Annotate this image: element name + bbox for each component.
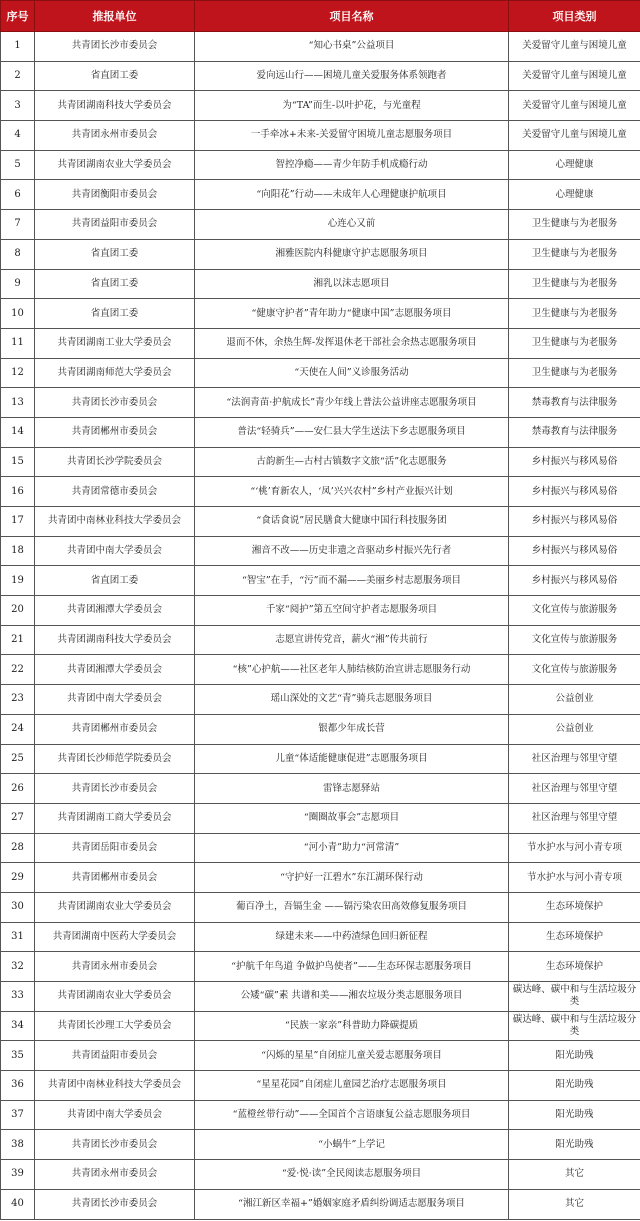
table-row [1, 1160, 640, 1190]
cell-category: 其它 [509, 1160, 640, 1190]
cell-index: 28 [1, 833, 35, 863]
cell-project-name: “知心书桌”公益项目 [195, 32, 509, 62]
cell-project-name: “智宝”在手，“污”而不漏——美丽乡村志愿服务项目 [195, 566, 509, 596]
cell-index: 9 [1, 269, 35, 299]
cell-index: 24 [1, 714, 35, 744]
cell-index: 37 [1, 1100, 35, 1130]
cell-index: 25 [1, 744, 35, 774]
header-unit: 推报单位 [35, 1, 195, 32]
cell-category: 其它 [509, 1189, 640, 1219]
cell-unit: 共青团长沙市委员会 [35, 1189, 195, 1219]
cell-category: 碳达峰、碳中和与生活垃圾分类 [509, 982, 640, 1012]
table-row [1, 625, 640, 655]
cell-category: 心理健康 [509, 150, 640, 180]
cell-unit: 省直团工委 [35, 269, 195, 299]
cell-project-name: 古韵新生—古村古镇数字文旅“活”化志愿服务 [195, 447, 509, 477]
cell-project-name: 湘乳以沫志愿项目 [195, 269, 509, 299]
cell-project-name: “护航千年鸟道 争做护鸟使者”——生态环保志愿服务项目 [195, 952, 509, 982]
cell-index: 38 [1, 1130, 35, 1160]
cell-unit: 共青团中南大学委员会 [35, 536, 195, 566]
cell-category: 禁毒教育与法律服务 [509, 417, 640, 447]
cell-unit: 省直团工委 [35, 299, 195, 329]
table-row [1, 91, 640, 121]
cell-project-name: “闪烁的星星”自闭症儿童关爱志愿服务项目 [195, 1041, 509, 1071]
cell-index: 7 [1, 210, 35, 240]
cell-category: 卫生健康与为老服务 [509, 210, 640, 240]
cell-unit: 共青团郴州市委员会 [35, 417, 195, 447]
cell-project-name: 雷锋志愿驿站 [195, 774, 509, 804]
cell-project-name: “法润青苗·护航成长”青少年线上普法公益讲座志愿服务项目 [195, 388, 509, 418]
cell-project-name: 一手牵冰+未来-关爱留守困境儿童志愿服务项目 [195, 121, 509, 151]
cell-index: 12 [1, 358, 35, 388]
table-row [1, 655, 640, 685]
cell-index: 8 [1, 239, 35, 269]
table-row [1, 922, 640, 952]
cell-category: 生态环境保护 [509, 952, 640, 982]
cell-index: 13 [1, 388, 35, 418]
cell-project-name: “圈圈故事会”志愿项目 [195, 803, 509, 833]
cell-project-name: “星星花园”自闭症儿童园艺治疗志愿服务项目 [195, 1071, 509, 1101]
cell-project-name: 普法“轻骑兵”——安仁县大学生送法下乡志愿服务项目 [195, 417, 509, 447]
table-row [1, 61, 640, 91]
cell-unit: 共青团长沙市委员会 [35, 388, 195, 418]
table-row [1, 744, 640, 774]
cell-category: 生态环境保护 [509, 922, 640, 952]
cell-unit: 共青团长沙师范学院委员会 [35, 744, 195, 774]
cell-index: 40 [1, 1189, 35, 1219]
cell-project-name: “民族一家亲”科普助力降碳提质 [195, 1011, 509, 1041]
cell-category: 节水护水与河小青专项 [509, 833, 640, 863]
cell-project-name: 志愿宣讲传党音，薪火“湘”传共前行 [195, 625, 509, 655]
cell-index: 20 [1, 596, 35, 626]
table-row [1, 299, 640, 329]
cell-project-name: 银都少年成长营 [195, 714, 509, 744]
cell-index: 23 [1, 685, 35, 715]
cell-unit: 共青团郴州市委员会 [35, 863, 195, 893]
cell-project-name: 湘音不改——历史非遗之音驱动乡村振兴先行者 [195, 536, 509, 566]
cell-index: 29 [1, 863, 35, 893]
cell-project-name: 千家“阅护”第五空间守护者志愿服务项目 [195, 596, 509, 626]
cell-unit: 共青团湘潭大学委员会 [35, 655, 195, 685]
table-row [1, 1189, 640, 1219]
cell-index: 32 [1, 952, 35, 982]
cell-category: 阳光助残 [509, 1071, 640, 1101]
cell-project-name: “河小青”助力“河常清” [195, 833, 509, 863]
table-row [1, 358, 640, 388]
cell-index: 27 [1, 803, 35, 833]
cell-category: 社区治理与邻里守望 [509, 744, 640, 774]
table-row [1, 150, 640, 180]
table-row [1, 328, 640, 358]
header-index: 序号 [1, 1, 35, 32]
header-row [1, 1, 640, 32]
cell-project-name: “爱·悦·读”全民阅读志愿服务项目 [195, 1160, 509, 1190]
cell-index: 26 [1, 774, 35, 804]
cell-project-name: “健康守护者”青年助力“健康中国”志愿服务项目 [195, 299, 509, 329]
cell-category: 乡村振兴与移风易俗 [509, 507, 640, 537]
cell-unit: 共青团长沙理工大学委员会 [35, 1011, 195, 1041]
table-row [1, 239, 640, 269]
table-row [1, 447, 640, 477]
cell-unit: 共青团中南林业科技大学委员会 [35, 507, 195, 537]
cell-category: 卫生健康与为老服务 [509, 358, 640, 388]
cell-unit: 共青团永州市委员会 [35, 1160, 195, 1190]
cell-category: 社区治理与邻里守望 [509, 774, 640, 804]
cell-category: 阳光助残 [509, 1100, 640, 1130]
cell-project-name: “向阳花”行动——未成年人心理健康护航项目 [195, 180, 509, 210]
table-row [1, 685, 640, 715]
cell-category: 文化宣传与旅游服务 [509, 655, 640, 685]
cell-category: 乡村振兴与移风易俗 [509, 477, 640, 507]
cell-project-name: “守护好一江碧水”东江湖环保行动 [195, 863, 509, 893]
cell-unit: 共青团湖南工商大学委员会 [35, 803, 195, 833]
cell-project-name: “天使在人间”义诊服务活动 [195, 358, 509, 388]
cell-category: 关爱留守儿童与困境儿童 [509, 91, 640, 121]
cell-index: 33 [1, 982, 35, 1012]
cell-category: 乡村振兴与移风易俗 [509, 536, 640, 566]
cell-index: 21 [1, 625, 35, 655]
cell-index: 4 [1, 121, 35, 151]
cell-index: 10 [1, 299, 35, 329]
table-row [1, 536, 640, 566]
cell-unit: 共青团长沙学院委员会 [35, 447, 195, 477]
cell-index: 14 [1, 417, 35, 447]
table-row [1, 388, 640, 418]
table-row [1, 1011, 640, 1041]
cell-index: 16 [1, 477, 35, 507]
cell-project-name: “蓝橙丝带行动”——全国首个言语康复公益志愿服务项目 [195, 1100, 509, 1130]
cell-project-name: 爱向远山行——困境儿童关爱服务体系领跑者 [195, 61, 509, 91]
cell-project-name: 公矮“碳”素 共谱和美——湘农垃圾分类志愿服务项目 [195, 982, 509, 1012]
cell-unit: 共青团湖南师范大学委员会 [35, 358, 195, 388]
table-row [1, 1100, 640, 1130]
cell-category: 文化宣传与旅游服务 [509, 625, 640, 655]
cell-index: 17 [1, 507, 35, 537]
cell-unit: 共青团长沙市委员会 [35, 32, 195, 62]
cell-unit: 省直团工委 [35, 61, 195, 91]
table-row [1, 803, 640, 833]
cell-index: 39 [1, 1160, 35, 1190]
cell-unit: 共青团湖南科技大学委员会 [35, 625, 195, 655]
cell-category: 关爱留守儿童与困境儿童 [509, 32, 640, 62]
cell-category: 公益创业 [509, 714, 640, 744]
table-row [1, 952, 640, 982]
cell-category: 关爱留守儿童与困境儿童 [509, 61, 640, 91]
table-row [1, 32, 640, 62]
table-row [1, 507, 640, 537]
table-row [1, 121, 640, 151]
cell-index: 15 [1, 447, 35, 477]
header-category: 项目类别 [509, 1, 640, 32]
cell-unit: 共青团中南大学委员会 [35, 1100, 195, 1130]
table-row [1, 774, 640, 804]
cell-project-name: 绿建未来——中药渣绿色回归新征程 [195, 922, 509, 952]
cell-category: 卫生健康与为老服务 [509, 328, 640, 358]
cell-index: 31 [1, 922, 35, 952]
cell-project-name: 儿童“体适能健康促进”志愿服务项目 [195, 744, 509, 774]
cell-category: 乡村振兴与移风易俗 [509, 447, 640, 477]
cell-unit: 共青团湖南工业大学委员会 [35, 328, 195, 358]
cell-unit: 共青团湖南中医药大学委员会 [35, 922, 195, 952]
cell-category: 节水护水与河小青专项 [509, 863, 640, 893]
cell-unit: 共青团常德市委员会 [35, 477, 195, 507]
cell-index: 3 [1, 91, 35, 121]
cell-unit: 共青团益阳市委员会 [35, 1041, 195, 1071]
cell-unit: 共青团岳阳市委员会 [35, 833, 195, 863]
cell-unit: 共青团中南林业科技大学委员会 [35, 1071, 195, 1101]
table-row [1, 1041, 640, 1071]
cell-index: 19 [1, 566, 35, 596]
table-row [1, 1071, 640, 1101]
table-row [1, 714, 640, 744]
table-row [1, 863, 640, 893]
cell-category: 卫生健康与为老服务 [509, 269, 640, 299]
cell-category: 卫生健康与为老服务 [509, 299, 640, 329]
cell-project-name: 为“TA”而生-以叶护花，与光童程 [195, 91, 509, 121]
cell-project-name: “核”心护航——社区老年人肺结核防治宣讲志愿服务行动 [195, 655, 509, 685]
table-row [1, 269, 640, 299]
cell-project-name: “小蜗牛”上学记 [195, 1130, 509, 1160]
cell-unit: 共青团郴州市委员会 [35, 714, 195, 744]
cell-unit: 共青团湖南科技大学委员会 [35, 91, 195, 121]
cell-index: 34 [1, 1011, 35, 1041]
cell-category: 公益创业 [509, 685, 640, 715]
cell-category: 卫生健康与为老服务 [509, 239, 640, 269]
cell-unit: 共青团永州市委员会 [35, 952, 195, 982]
cell-project-name: 湘雅医院内科健康守护志愿服务项目 [195, 239, 509, 269]
table-row [1, 596, 640, 626]
table-row [1, 417, 640, 447]
header-project-name: 项目名称 [195, 1, 509, 32]
cell-unit: 共青团益阳市委员会 [35, 210, 195, 240]
cell-unit: 共青团湖南农业大学委员会 [35, 150, 195, 180]
cell-unit: 共青团湖南农业大学委员会 [35, 892, 195, 922]
cell-unit: 共青团中南大学委员会 [35, 685, 195, 715]
cell-project-name: “食话食说”居民膳食大健康中国行科技服务团 [195, 507, 509, 537]
cell-category: 心理健康 [509, 180, 640, 210]
table-row [1, 1130, 640, 1160]
cell-category: 阳光助残 [509, 1041, 640, 1071]
table-row [1, 477, 640, 507]
cell-index: 35 [1, 1041, 35, 1071]
cell-category: 关爱留守儿童与困境儿童 [509, 121, 640, 151]
cell-index: 11 [1, 328, 35, 358]
cell-unit: 共青团长沙市委员会 [35, 774, 195, 804]
cell-unit: 省直团工委 [35, 566, 195, 596]
cell-project-name: 智控净瘾——青少年防手机成瘾行动 [195, 150, 509, 180]
cell-project-name: 瑶山深处的文艺“青”骑兵志愿服务项目 [195, 685, 509, 715]
cell-unit: 共青团湖南农业大学委员会 [35, 982, 195, 1012]
table-row [1, 892, 640, 922]
cell-category: 碳达峰、碳中和与生活垃圾分类 [509, 1011, 640, 1041]
table-row [1, 833, 640, 863]
cell-index: 2 [1, 61, 35, 91]
table-row [1, 180, 640, 210]
cell-unit: 省直团工委 [35, 239, 195, 269]
cell-index: 36 [1, 1071, 35, 1101]
cell-project-name: 退而不休，余热生辉-发挥退休老干部社会余热志愿服务项目 [195, 328, 509, 358]
cell-category: 社区治理与邻里守望 [509, 803, 640, 833]
cell-index: 6 [1, 180, 35, 210]
cell-index: 5 [1, 150, 35, 180]
cell-unit: 共青团永州市委员会 [35, 121, 195, 151]
cell-category: 生态环境保护 [509, 892, 640, 922]
cell-unit: 共青团长沙市委员会 [35, 1130, 195, 1160]
cell-project-name: “‘桃’育新农人，‘凤’兴兴农村”乡村产业振兴计划 [195, 477, 509, 507]
cell-unit: 共青团湘潭大学委员会 [35, 596, 195, 626]
cell-index: 1 [1, 32, 35, 62]
cell-category: 阳光助残 [509, 1130, 640, 1160]
cell-index: 22 [1, 655, 35, 685]
table-row [1, 210, 640, 240]
cell-category: 乡村振兴与移风易俗 [509, 566, 640, 596]
cell-unit: 共青团衡阳市委员会 [35, 180, 195, 210]
cell-category: 文化宣传与旅游服务 [509, 596, 640, 626]
cell-category: 禁毒教育与法律服务 [509, 388, 640, 418]
cell-project-name: 葡百净土，吾镉生金 ——镉污染农田高效修复服务项目 [195, 892, 509, 922]
table-body [1, 32, 640, 1220]
cell-project-name: “湘江新区幸福+”婚姻家庭矛盾纠纷调适志愿服务项目 [195, 1189, 509, 1219]
table-row [1, 982, 640, 1012]
cell-index: 18 [1, 536, 35, 566]
cell-index: 30 [1, 892, 35, 922]
cell-project-name: 心连心又前 [195, 210, 509, 240]
table-row [1, 566, 640, 596]
